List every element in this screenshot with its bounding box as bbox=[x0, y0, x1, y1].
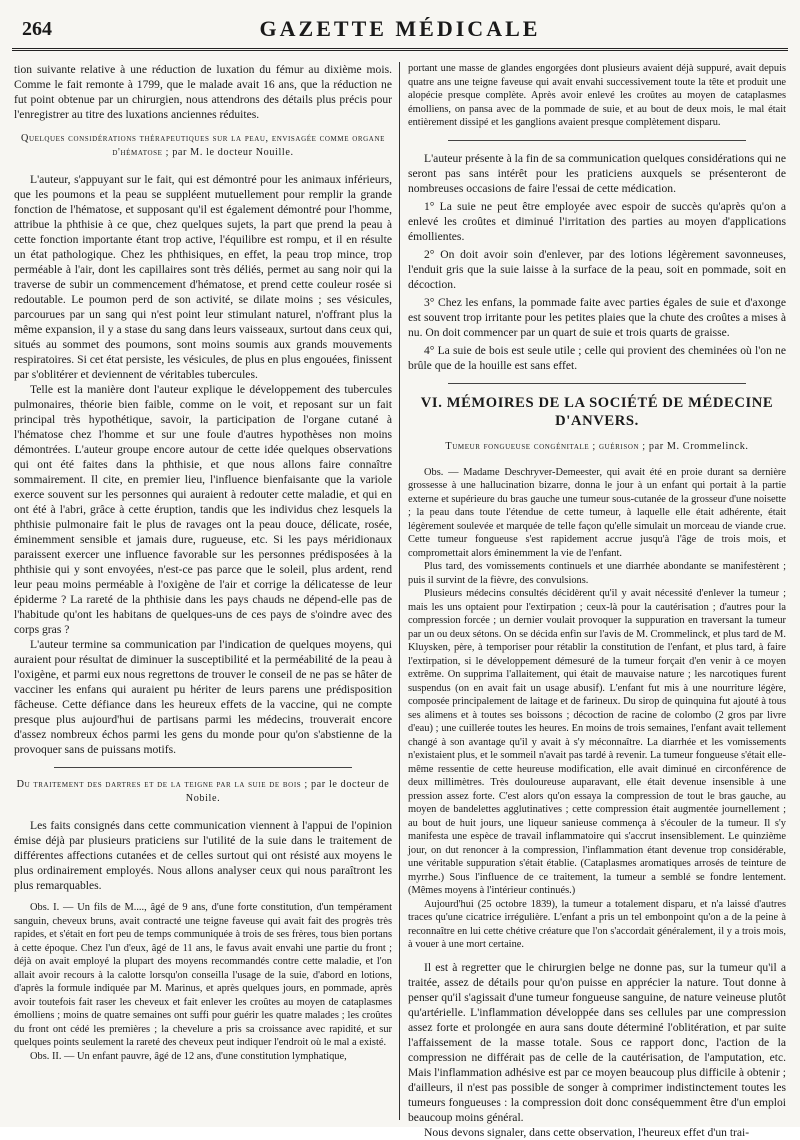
observation: Obs. — Madame Deschryver-Demeester, qui avait été en proie durant sa dernière grossesse à une hallucination bizarre, donna le jour à un enfant qui portait à la partie externe et supérieure du bras gauche une tumeur sous-cutanée de la grosseur d'une noisette ; la peau dans toute l'étendue de cette tumeur, à laquelle elle était adhérente, était légèrement soulevée et marquée de telle façon qu'elle simulait un morceau de viande crue. Cette tumeur fongueuse s'est rapidement accrue jusqu'à l'âge de trois mois, et compromettait alors éminemment la vie de l'enfant. bbox=[408, 466, 786, 559]
section-title-author: par M. le docteur Nouille. bbox=[172, 147, 294, 158]
column-rule bbox=[399, 62, 400, 1120]
section-heading: VI. MÉMOIRES DE LA SOCIÉTÉ DE MÉDECINE D'ANVERS. bbox=[420, 394, 774, 429]
paragraph: Plus tard, des vomissements continuels et une diarrhée abondante se manifestèrent ; puis il survint de la fièvre, des convulsions. bbox=[408, 561, 786, 586]
left-column bbox=[14, 62, 392, 1122]
paragraph: Nous devons signaler, dans cette observation, l'heureux effet d'un trai- bbox=[424, 1125, 750, 1139]
page-number: 264 bbox=[22, 18, 52, 40]
observation: Obs. I. — Un fils de M...., âgé de 9 ans, d'une forte constitution, d'un tempérament sanguin, cheveux bruns, avait contracté une teigne faveuse qui avait fait des progrès très rapides, et s'était en fort peu de temps communiquée à trois de ses frères, tous bien portans à cette époque. Chez l'un d'eux, âgé de 11 ans, le favus avait envahi une partie du front ; déjà on avait employé la plupart des moyens recommandés contre cette maladie, et l'on allait avoir recours à la calotte lorsqu'on conseilla l'usage de la suie, d'abord en lotions, d'après la formule indiquée par M. Marinus, et après quelques jours, en pommade, après avoir toutefois fait raser les cheveux et fait enlever les croûtes au moyen de cataplasmes émolliens ; moins de quatre semaines ont suffi pour guérir les quatre malades ; les croûtes du front ont cédé les premières ; la chevelure a pris sa croissance avec rapidité, et sur quelques points seulement la rareté des cheveux peut indiquer l'endroit où le mal a existé. bbox=[14, 902, 392, 1048]
right-column bbox=[408, 62, 786, 1139]
subsection-title-author: par M. Crommelinck. bbox=[648, 440, 749, 452]
list-item: 3° Chez les enfans, la pommade faite avec parties égales de suie et d'axonge est souvent trop irritante pour les petites plaies que la chute des croûtes a mises à nu. On doit commencer par un quart de suie et trois quarts de graisse. bbox=[408, 295, 786, 339]
header-rule bbox=[12, 48, 788, 51]
paragraph: Il est à regretter que le chirurgien belge ne donne pas, sur la tumeur qu'il a traitée, assez de détails pour qu'on puisse en apprécier la nature. Tout donne à penser qu'il s'agissait d'une tumeur fongueuse sanguine, de nature veineuse plutôt qu'artérielle. L'inflammation développée dans ses cellules par une compression assez forte et prolongée en aura sans doute déterminé l'oblitération, et par suite l'affaissement de la masse totale. Sous ce rapport donc, l'action de la compression ne différait pas de celle de la cautérisation, de l'amputation, etc. Mais l'inflammation adhésive est par ce moyen beaucoup plus difficile à obtenir ; d'ailleurs, il n'est pas possible de songer à comprimer indistinctement toutes les tumeurs fongueuses : la compression doit donc conséquemment être d'un emploi beaucoup moins général. bbox=[408, 960, 786, 1124]
paragraph: Les faits consignés dans cette communication viennent à l'appui de l'opinion émise déjà par plusieurs praticiens sur l'utilité de la suie dans le traitement de différentes affections cutanées et de celles surtout qui ont résisté aux moyens le plus ordinairement employés. Nous allons analyser ceux qui nous paraîtront les plus remarquables. bbox=[14, 819, 392, 892]
list-item: 4° La suie de bois est seule utile ; celle qui provient des cheminées où l'on ne brûle que de la houille est sans effet. bbox=[408, 343, 786, 372]
paragraph: tion suivante relative à une réduction de luxation du fémur au dixième mois. Comme le fait remonte à 1799, que le malade avait 16 ans, que la réduction ne fut point obtenue par un chirurgien, nous attendrons des détails plus précis pour l'enregistrer au titre des luxations anciennes réduites. bbox=[14, 63, 392, 121]
list-item: 1° La suie ne peut être employée avec espoir de succès qu'après qu'on a enlevé les croûtes et diminué l'irritation des parties au moyen d'applications émollientes. bbox=[408, 199, 786, 243]
subsection-title bbox=[408, 440, 786, 454]
paragraph: Aujourd'hui (25 octobre 1839), la tumeur a totalement disparu, et n'a laissé d'autres traces qu'une cicatrice irrégulière. L'enfant a pris un tel embonpoint qu'on a de la peine à reconnaître en lui cette chétive créature que l'on s'accordait généralement, il y a trois mois, à vouer à une mort certaine. bbox=[408, 898, 786, 950]
section-title-author: par le docteur de Nobile. bbox=[185, 779, 390, 804]
separator bbox=[448, 383, 746, 384]
page-header bbox=[8, 4, 792, 44]
paragraph: portant une masse de glandes engorgées dont plusieurs avaient déjà suppuré, avait depuis quatre ans une teigne faveuse qui avait envahi successivement toute la tête et produit une alopécie presque complète. Après avoir enlevé les croûtes au moyen de cataplasmes émolliens, on pansa avec de la pommade de suie, et au bout de deux mois, le mal était entièrement dissipé et les ganglions avaient presque complètement disparu. bbox=[408, 63, 786, 128]
section-title-caps: Quelques considérations thérapeutiques sur la peau, envisagée comme organe d'hématose ; bbox=[20, 133, 385, 158]
spacer bbox=[14, 893, 392, 901]
journal-title: GAZETTE MÉDICALE bbox=[259, 16, 541, 41]
paragraph: L'auteur termine sa communication par l'indication de quelques moyens, qui auraient pour résultat de diminuer la susceptibilité et la perméabilité de la peau à l'oxigène, et parmi eux nous regrettons de trouver le conseil de ne pas se hâter de vacciner les enfans qui auraient pu hériter de leurs parens une prédisposition fâcheuse. Cette défiance dans les heureux effets de la vaccine, qui ne compte presque plus aujourd'hui de partisans parmi les médecins, trouverait encore d'assez nombreux échos parmi les gens du monde pour qu'on s'abstienne de la provoquer sans de puissans motifs. bbox=[14, 638, 392, 756]
paragraph: Telle est la manière dont l'auteur explique le développement des tubercules pulmonaires, théorie bien faible, comme on le voit, et reposant sur un fait principal très hypothétique, savoir, la participation de l'organe cutané à l'hématose chez l'homme et sur une foule d'autres hypothèses non moins démontrées. L'auteur groupe encore autour de cette idée quelques observations qui ont été faites dans la phthisie, et que nous allons faire connaître sommairement. Il cite, en premier lieu, l'influence bienfaisante que la variole exerce souvent sur les personnes qui auraient à redouter cette maladie, et qui en ont été à l'abri, grâce à cette éruption, tandis que les individus chez lesquels la phthisie pulmonaire fait le plus de ravages ont la peau douce, délicate, rosée, éminemment sensible et jamais dure, rugueuse, etc. Si les pays méridionaux paraissent exercer une influence favorable sur les personnes prédisposées à la phthisie qui y sont envoyées, n'est-ce pas parce que le soleil, plus ardent, rend leur peau moins perméable à l'oxigène de l'air et corrige la délicatesse de leur épiderme ? La rareté de la phthisie dans les pays chauds ne dépend-elle pas de l'habitude qu'ont les habitans de quelques-uns de ces pays de s'oindre avec des corps gras ? bbox=[14, 383, 392, 636]
section-title bbox=[14, 132, 392, 160]
section-title-caps: Du traitement des dartres et de la teigne par la suie de bois ; bbox=[16, 779, 311, 790]
separator bbox=[448, 140, 746, 141]
paragraph: Plusieurs médecins consultés décidèrent qu'il y avait nécessité d'enlever la tumeur ; mais les uns optaient pour l'extirpation ; ceux-là pour la cautérisation ; d'autres pour la compression forcée ; un dernier voulait provoquer la suppuration en traversant la tumeur par un ou deux sétons. On se décida enfin sur l'avis de M. Crommelinck, et plus tard de M. Kluysken, père, à temporiser pour rétablir la constitution de l'enfant, et plus tard, à faire l'extirpation, si le développement démesuré de la tumeur forçait d'en venir à ce moyen extrême. On supprima l'allaitement, qui était de mauvaise nature ; les narcotiques furent suspendus (on en avait fait un usage abusif). L'enfant fut mis à une nourriture légère, composée principalement de laitage et de farineux. Du sirop de quinquina fut ajouté à tous ses alimens et à toutes ses boissons ; décoction de racine de colombo (2 gros par livre d'eau) ; une cuillerée toutes les heures. En moins de trois semaines, l'enfant avait tellement changé à son avantage qu'il y avait à s'y méconnaître. La diarrhée et les vomissements n'existaient plus, et le sommeil n'avait pas tardé à revenir. La tumeur fongueuse s'était elle-même ressentie de cette heureuse modification, elle avait diminué en circonférence de deux millimètres. Très douloureuse auparavant, elle était devenue insensible à une pression assez forte. C'est alors qu'on essaya la compression de tout le bras gauche, au moyen de bandelettes agglutinatives ; cette compression était augmentée journellement ; au bout de huit jours, une liqueur sanieuse commença à s'écouler de la tumeur. Il s'y manifesta une espèce de travail inflammatoire qui s'accrut insensiblement. Le quinzième jour, on dut renoncer à la compression, l'inflammation étant devenue trop considérable, une véritable suppuration s'était établie. (Cataplasmes aromatiques arrosés de teinture de myrrhe.) Sous l'influence de ce traitement, la tumeur a semblé se fondre lentement. (Mêmes moyens à l'intérieur continués.) bbox=[408, 588, 786, 896]
subsection-title-caps: Tumeur fongueuse congénitale ; guérison ; bbox=[445, 440, 649, 452]
observation: Obs. II. — Un enfant pauvre, âgé de 12 ans, d'une constitution lymphatique, bbox=[30, 1050, 347, 1062]
paragraph: L'auteur, s'appuyant sur le fait, qui est démontré pour les animaux inférieurs, que les poumons et la peau se suppléent mutuellement pour remplir la grande fonction de l'hématose, et supposant qu'il est également démontré pour l'homme, attribue la phthisie à ce que, chez quelques sujets, la part que prend la peau à cette fonction importante étant trop active, l'équilibre est rompu, et il en résulte un état pathologique. Chez les phthisiques, en effet, la peau trop mince, trop perméable à l'air, dont les capillaires sont très déliés, permet au sang noir qui la traverse de subir un commencement d'hématose, et prend cette couleur rosée si redoutable. Le poumon perd de son activité, se dilate moins ; ses vésicules, parcourues par un sang qui n'est point leur stimulant naturel, n'offrant plus la même expansion, il y a stase du sang dans leurs vaisseaux, surtout dans ceux qui, situés au sommet des poumons, sont moins soumis aux grands mouvements respiratoires. Si cet état persiste, les vésicules, de plus en plus engouées, finissent par s'oblitérer et deviennent de véritables tubercules. bbox=[14, 173, 392, 381]
list-item: 2° On doit avoir soin d'enlever, par des lotions légèrement savonneuses, l'enduit gris que la suie laisse à la surface de la peau, soit en pommade, soit en décoction. bbox=[408, 247, 786, 291]
separator bbox=[54, 767, 352, 768]
section-title bbox=[14, 778, 392, 806]
paragraph: L'auteur présente à la fin de sa communication quelques considérations qui ne seront pas sans intérêt pour les praticiens auxquels se présenteront de nombreuses occasions de faire l'essai de cette médication. bbox=[408, 151, 786, 195]
spacer bbox=[408, 952, 786, 960]
